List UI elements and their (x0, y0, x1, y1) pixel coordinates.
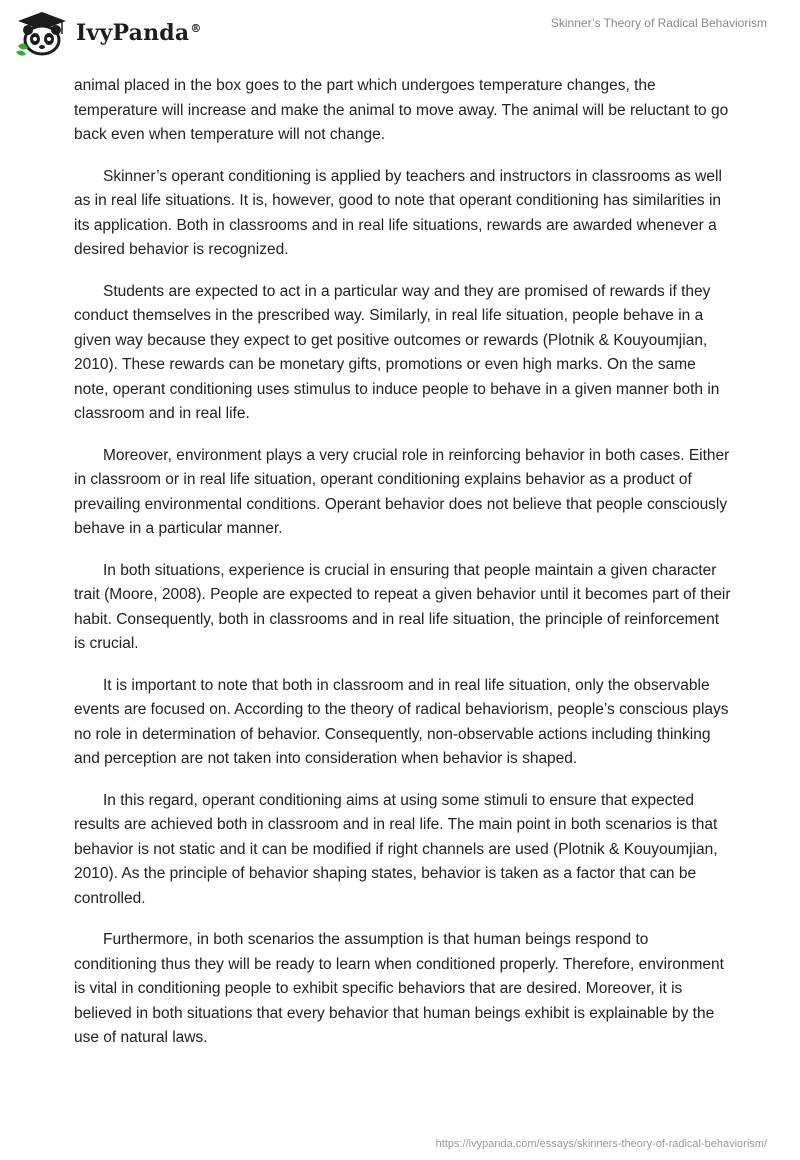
paragraph: Furthermore, in both scenarios the assumption is that human beings respond to conditioning thus they will be ready to learn when conditioned properly. Therefore, environment is vital in conditioning people to exhibit specific behaviors that are desired. Moreover, it is believed in both situations that every behavior that human beings exhibit is explainable by the use of natural laws. (74, 931, 724, 1046)
page-header (0, 0, 800, 70)
logo-registered-mark: ® (190, 21, 202, 35)
paragraph: Skinner’s operant conditioning is applied by teachers and instructors in classrooms as well as in real life situations. It is, however, good to note that operant conditioning has similarities in its application. Both in classrooms and in real life situations, rewards are awarded whenever a desired behavior is recognized. (74, 167, 722, 258)
essay-body (74, 74, 734, 1068)
source-url[interactable]: https://ivypanda.com/essays/skinners-theory-of-radical-behaviorism/ (435, 1138, 767, 1150)
paragraph: Students are expected to act in a particular way and they are promised of rewards if they conduct themselves in the prescribed way. Similarly, in real life situation, people behave in a given way because they expect to get positive outcomes or rewards (Plotnik & Kouyoumjian, 2010). These rewards can be monetary gifts, promotions or even high marks. On the same note, operant conditioning uses stimulus to induce people to behave in a given manner both in classroom and in real life. (74, 282, 720, 422)
panda-graduation-cap-icon (14, 10, 70, 56)
document-title: Skinner’s Theory of Radical Behaviorism (550, 16, 767, 30)
logo-name: IvyPanda (76, 20, 190, 46)
paragraph: It is important to note that both in classroom and in real life situation, only the observable events are focused on. According to the theory of radical behaviorism, people’s conscious plays no role in determination of behavior. Consequently, non-observable actions including thinking and perception are not taken into consideration when behavior is shaped. (74, 676, 729, 767)
paragraph: In both situations, experience is crucial in ensuring that people maintain a given character trait (Moore, 2008). People are expected to repeat a given behavior until it becomes part of their habit. Consequently, both in classrooms and in real life situation, the principle of reinforcement is crucial. (74, 561, 731, 652)
paragraph: Moreover, environment plays a very crucial role in reinforcing behavior in both cases. Either in classroom or in real life situation, operant conditioning explains behavior as a product of prevailing environmental conditions. Operant behavior does not believe that people consciously behave in a particular manner. (74, 446, 730, 537)
ivypanda-logo[interactable] (14, 10, 202, 56)
logo-wordmark (76, 20, 202, 46)
paragraph: In this regard, operant conditioning aims at using some stimuli to ensure that expected results are achieved both in classroom and in real life. The main point in both scenarios is that behavior is not static and it can be modified if right channels are used (Plotnik & Kouyoumjian, 2010). As the principle of behavior shaping states, behavior is taken as a factor that can be controlled. (74, 791, 718, 907)
paragraph: animal placed in the box goes to the part which undergoes temperature changes, the temperature will increase and make the animal to move away. The animal will be reluctant to go back even when temperature will not change. (74, 77, 729, 143)
